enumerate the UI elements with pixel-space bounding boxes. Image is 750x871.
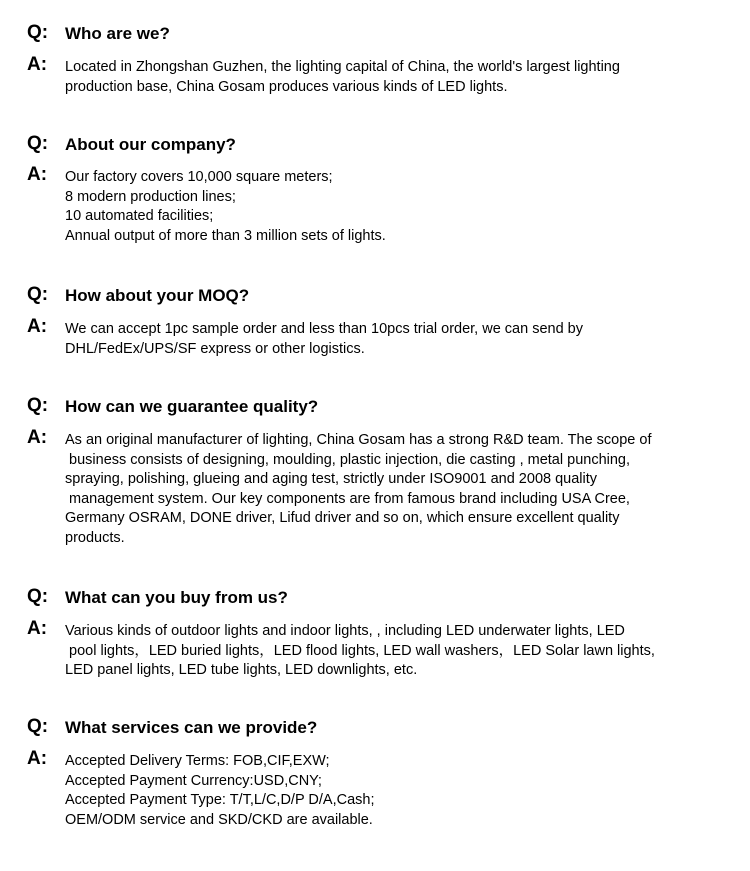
answer-line: production base, China Gosam produces various kinds of LED lights.: [65, 78, 508, 95]
answer-text: [65, 168, 745, 246]
answer-line: Located in Zhongshan Guzhen, the lighting capital of China, the world's largest lighting: [65, 59, 620, 75]
answer-line: Accepted Payment Currency:USD,CNY;: [65, 772, 322, 789]
answer-line: Annual output of more than 3 million sets of lights.: [65, 227, 386, 244]
a-marker: A:: [27, 316, 48, 337]
answer-line: As an original manufacturer of lighting, China Gosam has a strong R&D team. The scope of: [65, 432, 652, 448]
q-marker: Q:: [27, 133, 49, 154]
answer-line: LED panel lights, LED tube lights, LED downlights, etc.: [65, 662, 418, 679]
answer-line: business consists of designing, moulding, plastic injection, die casting , metal punching,: [65, 451, 631, 468]
q-marker: Q:: [27, 284, 49, 305]
answer-line: DHL/FedEx/UPS/SF express or other logistics.: [65, 340, 365, 357]
answer-line: 8 modern production lines;: [65, 188, 236, 205]
question-text: Who are we?: [65, 24, 170, 43]
a-marker: A:: [27, 164, 48, 185]
answer-line: Accepted Payment Type: T/T,L/C,D/P D/A,Cash;: [65, 792, 375, 809]
a-marker: A:: [27, 427, 48, 448]
answer-line: pool lights，LED buried lights，LED flood lights, LED wall washers，LED Solar lawn lights,: [65, 642, 655, 659]
answer-line: products.: [65, 529, 125, 546]
answer-line: OEM/ODM service and SKD/CKD are available.: [65, 811, 373, 828]
a-marker: A:: [27, 54, 48, 75]
answer-text: [65, 752, 745, 830]
q-marker: Q:: [27, 22, 49, 43]
answer-line: Our factory covers 10,000 square meters;: [65, 169, 333, 185]
answer-line: 10 automated facilities;: [65, 208, 214, 225]
answer-text: [65, 320, 745, 359]
question-text: How can we guarantee quality?: [65, 397, 319, 416]
question-text: What can you buy from us?: [65, 588, 288, 607]
question-text: What services can we provide?: [65, 718, 318, 737]
answer-text: [65, 58, 745, 97]
question-text: How about your MOQ?: [65, 286, 250, 305]
q-marker: Q:: [27, 716, 49, 737]
answer-line: Accepted Delivery Terms: FOB,CIF,EXW;: [65, 753, 330, 769]
q-marker: Q:: [27, 395, 49, 416]
answer-line: Germany OSRAM, DONE driver, Lifud driver and so on, which ensure excellent quality: [65, 510, 620, 527]
answer-line: Various kinds of outdoor lights and indoor lights, , including LED underwater lights, LED: [65, 623, 625, 639]
q-marker: Q:: [27, 586, 49, 607]
question-text: About our company?: [65, 135, 236, 154]
answer-line: We can accept 1pc sample order and less than 10pcs trial order, we can send by: [65, 321, 583, 337]
answer-line: spraying, polishing, glueing and aging test, strictly under ISO9001 and 2008 quality: [65, 471, 598, 488]
answer-text: [65, 622, 745, 681]
a-marker: A:: [27, 618, 48, 639]
answer-text: [65, 431, 745, 549]
answer-line: management system. Our key components are from famous brand including USA Cree,: [65, 490, 630, 507]
a-marker: A:: [27, 748, 48, 769]
